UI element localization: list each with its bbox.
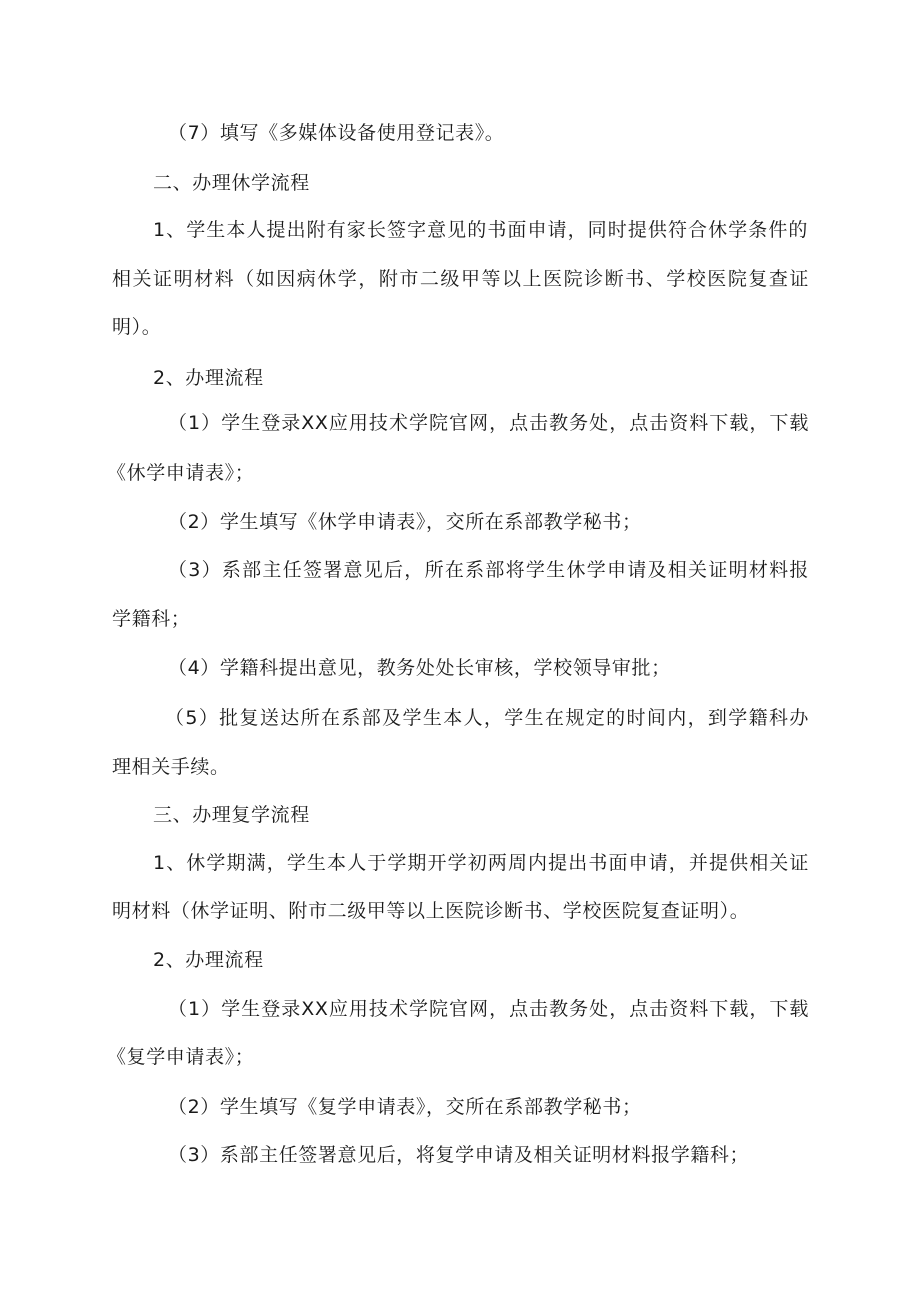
section-heading [153,169,553,197]
text-line [168,508,728,536]
text-line [153,216,808,244]
resumption-step-1-line-2: 明材料（休学证明、附市二级甲等以上医院诊断书、学校医院复查证明）。 [112,900,750,922]
heading-suspension-process: 二、办理休学流程 [153,172,310,194]
text-line [107,459,407,487]
text-line [112,265,809,293]
resumption-item-2: （2）学生填写《复学申请表》，交所在系部教学秘书； [168,1096,642,1118]
text-line [112,753,412,781]
text-line [168,119,768,147]
resumption-item-1-line-2: 《复学申请表》； [107,1046,255,1068]
text-line [168,995,809,1023]
suspension-item-1-line-1: （1）学生登录XX应用技术学院官网，点击教务处，点击资料下载，下载 [168,412,809,434]
suspension-procedure-heading: 2、办理流程 [153,367,264,389]
sub-heading [153,364,453,392]
text-line [112,897,777,925]
resumption-step-1-line-1: 1、休学期满，学生本人于学期开学初两周内提出书面申请，并提供相关证 [153,852,809,874]
suspension-step-1-line-2: 相关证明材料（如因病休学，附市二级甲等以上医院诊断书、学校医院复查证 [112,268,809,290]
text-line [168,409,809,437]
text-line [165,704,809,732]
text-line [153,849,809,877]
suspension-item-5-line-2: 理相关手续。 [112,756,230,778]
text-line [107,1043,407,1071]
resumption-item-3: （3）系部主任签署意见后，将复学申请及相关证明材料报学籍科； [168,1144,750,1166]
text-line [112,313,412,341]
suspension-item-4: （4）学籍科提出意见，教务处处长审核，学校领导审批； [168,657,671,679]
section-heading [153,801,553,829]
suspension-item-5-line-1: （5）批复送达所在系部及学生本人，学生在规定的时间内，到学籍科办 [165,707,809,729]
suspension-item-3-line-1: （3）系部主任签署意见后，所在系部将学生休学申请及相关证明材料报 [168,559,809,581]
sub-heading [153,946,453,974]
suspension-item-2: （2）学生填写《休学申请表》，交所在系部教学秘书； [168,511,642,533]
text-line [168,1093,728,1121]
heading-resumption-process: 三、办理复学流程 [153,804,310,826]
text-line [168,654,768,682]
resumption-item-1-line-1: （1）学生登录XX应用技术学院官网，点击教务处，点击资料下载，下载 [168,998,809,1020]
suspension-item-1-line-2: 《休学申请表》； [107,462,255,484]
text-line [168,556,809,584]
suspension-item-3-line-2: 学籍科； [112,608,191,630]
text-line [168,1141,808,1169]
text-line [112,605,412,633]
suspension-step-1-line-1: 1、学生本人提出附有家长签字意见的书面申请，同时提供符合休学条件的 [153,219,808,241]
suspension-step-1-line-3: 明）。 [112,316,162,338]
resumption-procedure-heading: 2、办理流程 [153,949,264,971]
item-7-fill-register: （7）填写《多媒体设备使用登记表》。 [168,122,505,144]
